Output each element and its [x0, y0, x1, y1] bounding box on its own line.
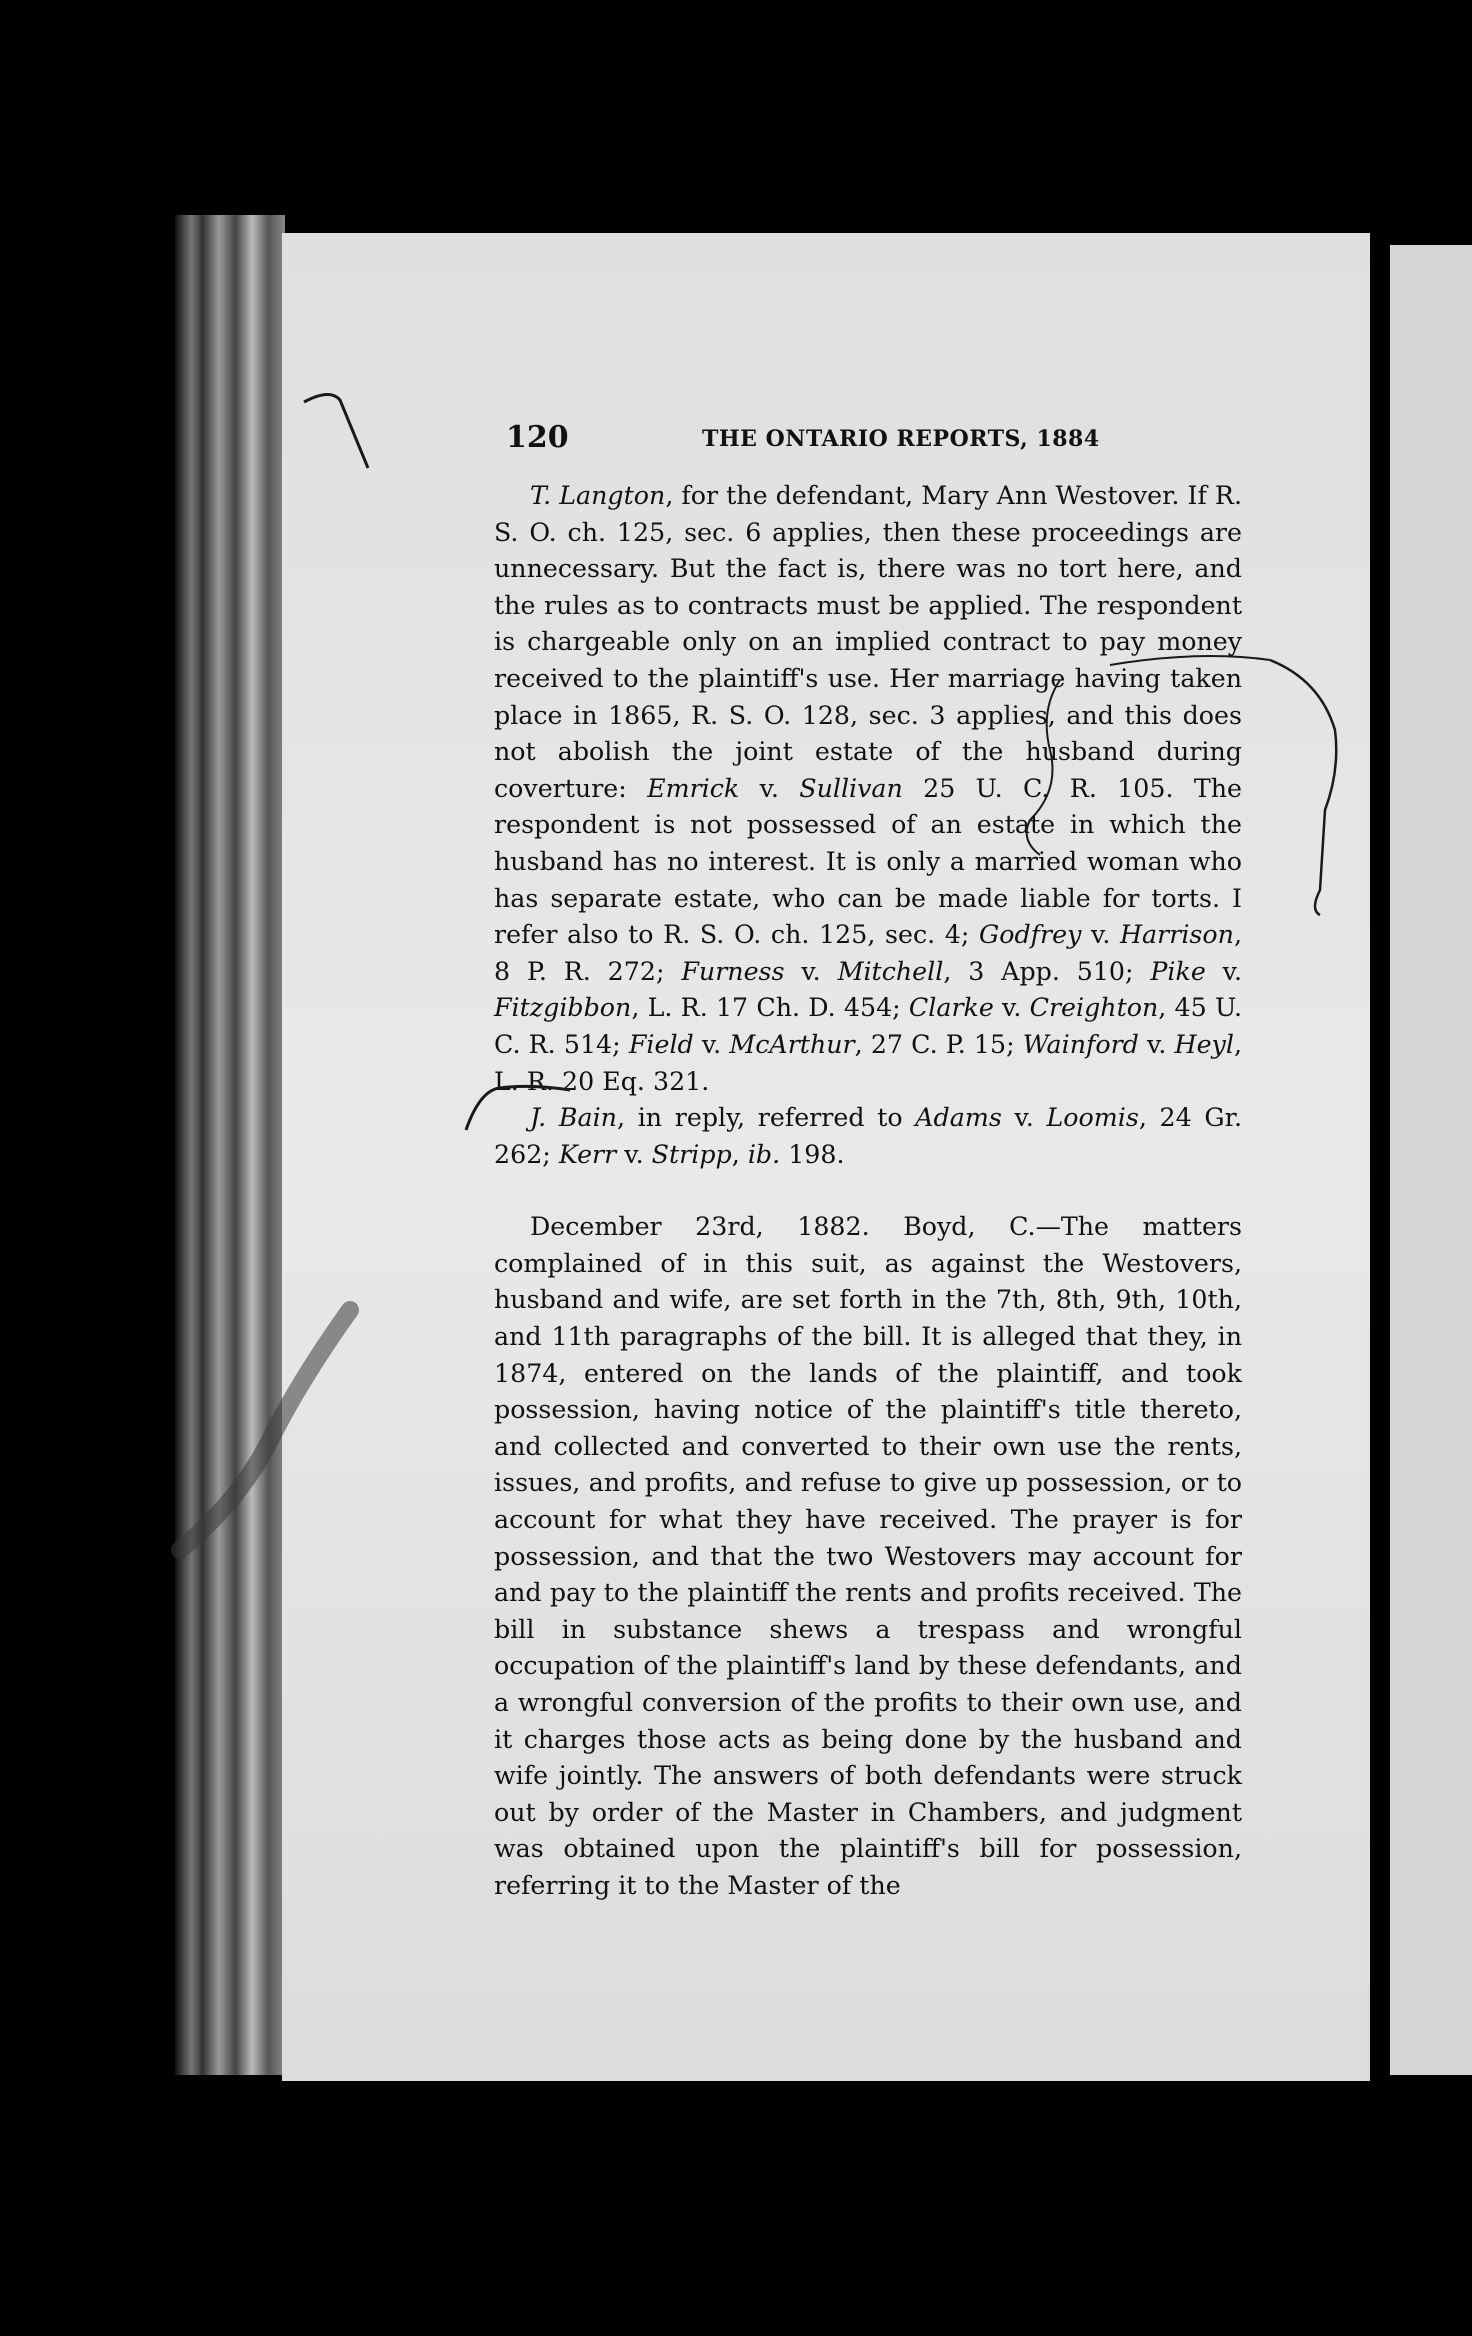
body-text-run: v.: [1205, 956, 1243, 986]
paragraph-boyd-judgment: [494, 1209, 1242, 1904]
case-citation-text: Godfrey: [979, 920, 1082, 950]
case-citation-text: J. Bain: [530, 1103, 617, 1133]
case-citation-text: Kerr: [558, 1139, 617, 1169]
body-text-run: , 24 Gr. 262;: [494, 1103, 1242, 1169]
paragraph-bain-reply: [494, 1100, 1242, 1173]
case-citation-text: Harrison: [1120, 920, 1234, 950]
case-citation-text: Mitchell: [837, 956, 944, 986]
case-citation-text: Fitzgibbon: [494, 993, 632, 1023]
body-text-run: v.: [1138, 1029, 1175, 1059]
body-text: [494, 478, 1242, 1905]
body-text-run: 198.: [780, 1139, 845, 1169]
case-citation-text: T. Langton: [530, 481, 666, 510]
case-citation-text: Heyl: [1174, 1029, 1234, 1059]
running-title: THE ONTARIO REPORTS, 1884: [702, 426, 1100, 452]
body-text-run: , 45 U. C. R. 514;: [494, 993, 1242, 1059]
body-text-run: , 27 C. P. 15;: [854, 1029, 1023, 1059]
paragraph-langton-argument: [494, 478, 1242, 1100]
body-text-run: ,: [731, 1139, 748, 1169]
case-citation-text: Field: [628, 1029, 694, 1059]
page-number: 120: [506, 420, 569, 455]
case-citation-text: Clarke: [908, 993, 994, 1023]
case-citation-text: Creighton: [1029, 993, 1159, 1023]
adjacent-page-edge: [1390, 245, 1472, 2075]
body-text-run: v.: [739, 773, 800, 803]
body-text-run: v.: [1081, 920, 1120, 950]
body-text-run: , in reply, referred to: [616, 1103, 916, 1133]
page-header: [506, 420, 1246, 470]
body-text-run: December 23rd, 1882. Boyd, C.—The matters complained of in this suit, as against the Westovers, husband and wife, are set forth in the 7th, 8th, 9th, 10th, and 11th paragraphs of the bill. It is alleged that they, in 1874, entered on the lands of the plaintiff, and took possession, having notice of the plaintiff's title thereto, and collected and converted to their own use the rents, issues, and profits, and refuse to give up possession, or to account for what they have received. The prayer is for possession, and that the two Westovers may account for and pay to the plaintiff the rents and profits received. The bill in substance shews a trespass and wrongful occupation of the plaintiff's land by these defendants, and a wrongful conversion of the profits to their own use, and it charges those acts as being done by the husband and wife jointly. The answers of both defendants were struck out by order of the Master in Chambers, and judgment was obtained upon the plaintiff's bill for possession, referring it to the Master of the: [494, 1212, 1242, 1900]
body-text-run: v.: [993, 993, 1030, 1023]
case-citation-text: McArthur: [729, 1029, 855, 1059]
body-text-run: v.: [784, 956, 838, 986]
body-text-run: , L. R. 17 Ch. D. 454;: [631, 993, 909, 1023]
body-text-run: , 3 App. 510;: [943, 956, 1151, 986]
case-citation-text: Stripp: [651, 1139, 732, 1169]
case-citation-text: Pike: [1150, 956, 1206, 986]
body-text-run: , for the defendant, Mary Ann Westover. If R. S. O. ch. 125, sec. 6 applies, then these proceedings are unnecessary. But the fact is, there was no tort here, and the rules as to contracts must be applied. The respondent is chargeable only on an implied contract to pay money received to the plaintiff's use. Her marriage having taken place in 1865, R. S. O. 128, sec. 3 applies, and this does not abolish the joint estate of the husband during coverture:: [494, 481, 1242, 803]
case-citation-text: Furness: [681, 956, 785, 986]
case-citation-text: Sullivan: [799, 773, 903, 803]
case-citation-text: Adams: [915, 1103, 1002, 1133]
body-text-run: v.: [1001, 1103, 1047, 1133]
body-text-run: , L. R. 20 Eq. 321.: [494, 1029, 1242, 1096]
body-text-run: v.: [693, 1029, 730, 1059]
book-binding-edge: [175, 215, 285, 2075]
case-citation-text: Emrick: [647, 773, 740, 803]
case-citation-text: ib.: [747, 1139, 781, 1169]
case-citation-text: Wainford: [1022, 1029, 1139, 1059]
body-text-run: , 8 P. R. 272;: [494, 920, 1242, 986]
body-text-run: 25 U. C. R. 105. The respondent is not possessed of an estate in which the husband has no interest. It is only a married woman who has separate estate, who can be made liable for torts. I refer also to R. S. O. ch. 125, sec. 4;: [494, 773, 1242, 950]
case-citation-text: Loomis: [1046, 1103, 1139, 1133]
body-text-run: v.: [616, 1139, 652, 1169]
